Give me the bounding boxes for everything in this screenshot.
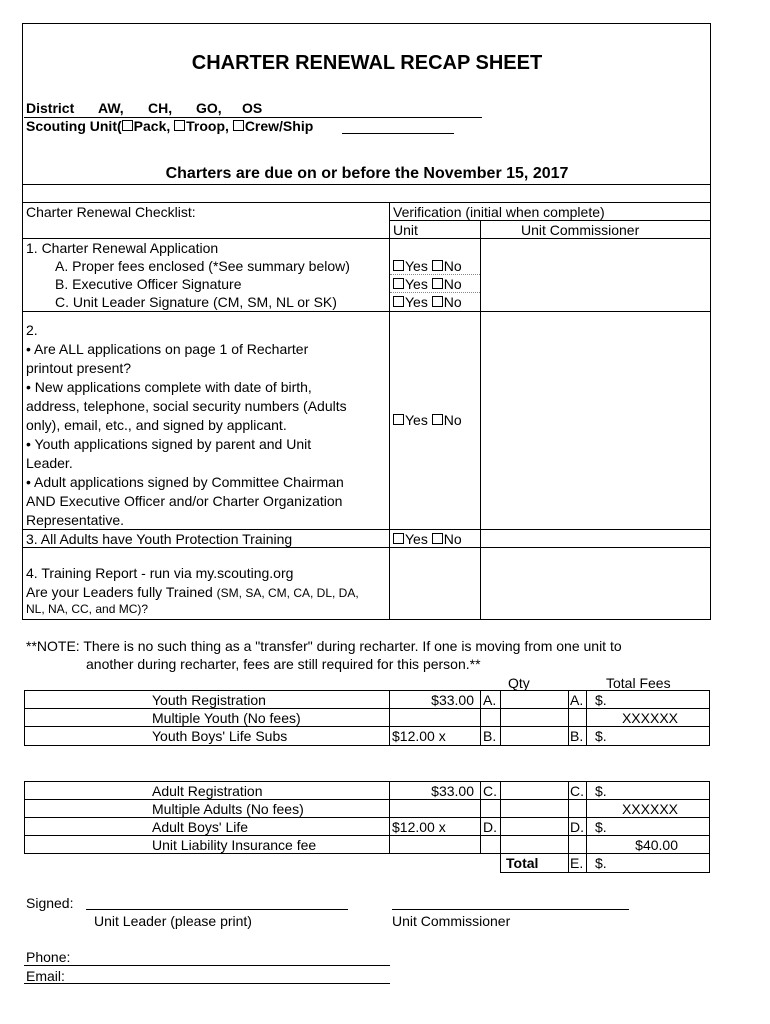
- fee-row-label: Adult Registration: [152, 783, 263, 799]
- fee-row-label: Unit Liability Insurance fee: [152, 837, 317, 853]
- phone-label: Phone:: [26, 949, 71, 965]
- rule: [24, 853, 710, 854]
- district-option-ch[interactable]: CH,: [148, 100, 173, 116]
- fee-row-label: Multiple Adults (No fees): [152, 801, 304, 817]
- yes-checkbox[interactable]: [393, 278, 404, 289]
- fee-row-qty-input[interactable]: [502, 784, 566, 798]
- item2-line: address, telephone, social security numbers (Adults: [26, 398, 347, 414]
- rule: [568, 781, 569, 872]
- fee-row-price: $12.00 x: [392, 728, 446, 744]
- rule: [24, 708, 710, 709]
- district-option-go[interactable]: GO,: [196, 100, 222, 116]
- total-fees-header: Total Fees: [606, 675, 671, 691]
- no-label: No: [443, 531, 462, 547]
- rule: [24, 745, 710, 746]
- rule: [709, 690, 710, 745]
- fee-row-total[interactable]: $.: [595, 819, 607, 835]
- item4-line3: NL, NA, CC, and MC)?: [26, 602, 149, 616]
- pack-label: Pack,: [133, 118, 171, 134]
- item2-line: printout present?: [26, 360, 132, 376]
- fee-row-qty-input[interactable]: [502, 693, 566, 707]
- scouting-unit-row: [26, 119, 313, 133]
- rule: [24, 690, 25, 745]
- fee-row-qty-input[interactable]: [502, 729, 566, 743]
- rule: [500, 872, 710, 873]
- page-title: CHARTER RENEWAL RECAP SHEET: [191, 52, 543, 74]
- item3: 3. All Adults have Youth Protection Training: [26, 531, 293, 547]
- troop-label: Troop,: [186, 118, 229, 134]
- item4-line1: 4. Training Report - run via my.scouting.org: [26, 565, 294, 581]
- no-label: No: [443, 258, 462, 274]
- fee-row-total: XXXXXX: [621, 710, 678, 726]
- rule: [22, 238, 710, 239]
- item2-yes-no: [393, 413, 462, 427]
- item1c-yes-no: [393, 295, 462, 309]
- yes-checkbox[interactable]: [393, 414, 404, 425]
- col-unit-commissioner: Unit Commissioner: [521, 222, 640, 238]
- yes-label: Yes: [405, 276, 428, 292]
- crew-label: Crew/Ship: [244, 118, 314, 134]
- fee-row-code2: A.: [570, 692, 584, 708]
- rule: [480, 781, 481, 853]
- yes-label: Yes: [405, 531, 428, 547]
- district-option-aw[interactable]: AW,: [98, 100, 124, 116]
- fee-row-qty-input[interactable]: [502, 820, 566, 834]
- rule: [586, 781, 587, 872]
- rule: [22, 184, 710, 185]
- rule: [500, 690, 501, 745]
- item2-number: 2.: [26, 322, 38, 338]
- due-notice: Charters are due on or before the November 15, 2017: [165, 165, 569, 182]
- no-label: No: [443, 294, 462, 310]
- rule: [24, 799, 710, 800]
- item2-line: only), email, etc., and signed by applicant.: [26, 417, 287, 433]
- fee-row-code2: D.: [570, 819, 584, 835]
- rule: [24, 781, 710, 782]
- fee-row-code2: C.: [570, 783, 584, 799]
- rule: [24, 835, 710, 836]
- no-checkbox[interactable]: [432, 533, 443, 544]
- fee-row-price: $33.00: [431, 783, 474, 799]
- yes-label: Yes: [405, 294, 428, 310]
- scouting-unit-label: Scouting Unit(: [26, 118, 122, 134]
- fee-row-label: Adult Boys' Life: [152, 819, 249, 835]
- fee-row-total: XXXXXX: [621, 801, 678, 817]
- item3-yes-no: [393, 532, 462, 546]
- item2-line: • Are ALL applications on page 1 of Recharter: [26, 341, 309, 357]
- item2-line: • Youth applications signed by parent and Unit: [26, 436, 312, 452]
- dotted-rule: [390, 274, 480, 275]
- verification-heading: Verification (initial when complete): [393, 204, 605, 220]
- item4-line2-text: Are your Leaders fully Trained: [26, 584, 217, 600]
- yes-label: Yes: [405, 412, 428, 428]
- fee-row-total[interactable]: $.: [595, 728, 607, 744]
- fee-row-code2: B.: [570, 728, 584, 744]
- rule: [24, 817, 710, 818]
- item1-title: 1. Charter Renewal Application: [26, 240, 219, 256]
- total-label: Total: [506, 855, 539, 871]
- rule: [500, 781, 501, 872]
- yes-label: Yes: [405, 258, 428, 274]
- rule: [24, 726, 710, 727]
- fee-row-total: $40.00: [635, 837, 678, 853]
- dotted-rule: [390, 292, 480, 293]
- fee-row-price: $12.00 x: [392, 819, 446, 835]
- crew-checkbox[interactable]: [233, 120, 244, 131]
- item4-line2-small: (SM, SA, CM, CA, DL, DA,: [216, 586, 359, 600]
- rule: [480, 220, 481, 619]
- fee-row-code: D.: [483, 819, 497, 835]
- item1b-yes-no: [393, 277, 462, 291]
- rule: [22, 202, 710, 203]
- fee-row-price: $33.00: [431, 692, 474, 708]
- item4-line2: [26, 585, 359, 599]
- rule: [568, 690, 569, 745]
- no-checkbox[interactable]: [432, 260, 443, 271]
- email-field[interactable]: [24, 983, 390, 984]
- col-unit: Unit: [393, 222, 418, 238]
- district-label: District: [26, 100, 75, 116]
- note-line1: **NOTE: There is no such thing as a "transfer" during recharter. If one is moving from one unit to: [26, 638, 622, 654]
- no-checkbox[interactable]: [432, 296, 443, 307]
- item1-b: B. Executive Officer Signature: [55, 276, 242, 292]
- fee-row-label: Youth Boys' Life Subs: [152, 728, 288, 744]
- rule: [22, 529, 710, 530]
- rule: [22, 619, 710, 620]
- note-line2: another during recharter, fees are still required for this person.**: [86, 656, 481, 672]
- phone-field[interactable]: [24, 965, 390, 966]
- item2-line: Representative.: [26, 512, 125, 528]
- pack-checkbox[interactable]: [122, 120, 133, 131]
- yes-checkbox[interactable]: [393, 533, 404, 544]
- item1-a: A. Proper fees enclosed (*See summary below): [55, 258, 350, 274]
- yes-checkbox[interactable]: [393, 260, 404, 271]
- rule: [389, 202, 390, 619]
- qty-header: Qty: [508, 675, 530, 691]
- unit-commissioner-caption: Unit Commissioner: [392, 913, 511, 929]
- rule: [24, 690, 710, 691]
- rule: [480, 690, 481, 745]
- fee-row-label: Multiple Youth (No fees): [152, 710, 301, 726]
- district-option-os[interactable]: OS: [242, 100, 263, 116]
- item2-line: Leader.: [26, 455, 73, 471]
- troop-checkbox[interactable]: [174, 120, 185, 131]
- rule: [22, 547, 710, 548]
- yes-checkbox[interactable]: [393, 296, 404, 307]
- checklist-heading: Charter Renewal Checklist:: [26, 204, 196, 220]
- item1a-yes-no: [393, 259, 462, 273]
- total-code: E.: [570, 855, 584, 871]
- item2-line: AND Executive Officer and/or Charter Organization: [26, 493, 343, 509]
- no-checkbox[interactable]: [432, 414, 443, 425]
- rule: [24, 781, 25, 853]
- scouting-unit-underline[interactable]: [342, 133, 454, 134]
- no-label: No: [443, 412, 462, 428]
- fee-row-total[interactable]: $.: [595, 783, 607, 799]
- no-checkbox[interactable]: [432, 278, 443, 289]
- item2-line: • Adult applications signed by Committee Chairman: [26, 474, 344, 490]
- item2-line: • New applications complete with date of birth,: [26, 379, 312, 395]
- total-value[interactable]: $.: [595, 855, 607, 871]
- fee-row-code: B.: [483, 728, 497, 744]
- fee-row-code: C.: [483, 783, 497, 799]
- email-label: Email:: [26, 968, 65, 984]
- fee-row-label: Youth Registration: [152, 692, 266, 708]
- no-label: No: [443, 276, 462, 292]
- rule: [390, 220, 710, 221]
- item1-c: C. Unit Leader Signature (CM, SM, NL or SK): [55, 294, 337, 310]
- signed-label: Signed:: [26, 895, 74, 911]
- unit-commissioner-signature-line[interactable]: [392, 909, 629, 910]
- unit-leader-caption: Unit Leader (please print): [94, 913, 252, 929]
- unit-leader-signature-line[interactable]: [86, 909, 348, 910]
- fee-row-code: A.: [483, 692, 497, 708]
- fee-row-total[interactable]: $.: [595, 692, 607, 708]
- rule: [709, 781, 710, 872]
- rule: [22, 311, 710, 312]
